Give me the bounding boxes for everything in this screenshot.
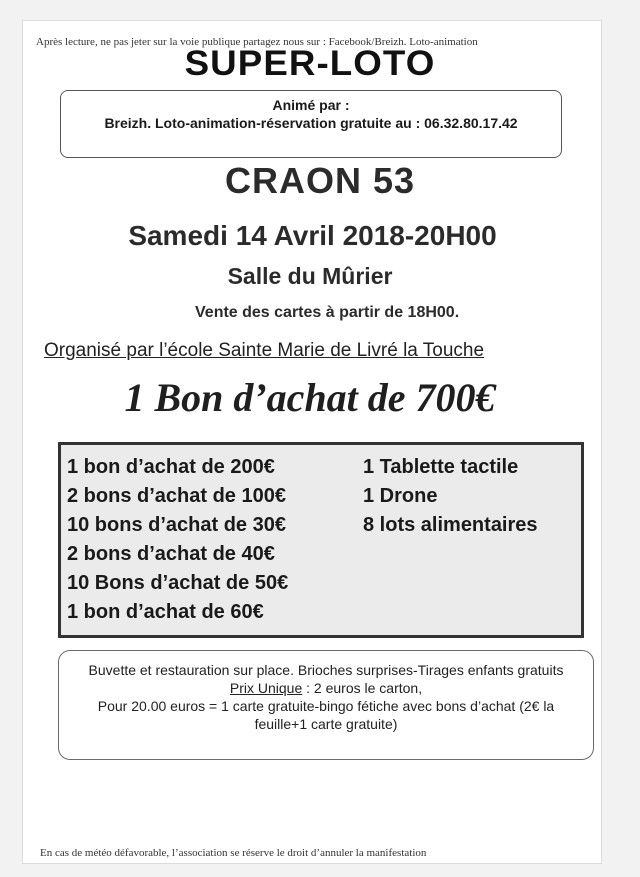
bottom-note: En cas de météo défavorable, l’association se réserve le droit d’annuler la manifestation: [40, 847, 427, 859]
organizer-line: Organisé par l’école Sainte Marie de Livré la Touche: [44, 340, 485, 361]
prize-item: 1 bon d’achat de 200€: [67, 456, 275, 478]
info-refreshments: Buvette et restauration sur place. Brioches surprises-Tirages enfants gratuits: [88, 662, 564, 678]
animation-contact: Breizh. Loto-animation-réservation gratuite au : 06.32.80.17.42: [104, 115, 518, 131]
info-box: [58, 650, 594, 760]
prize-item: 8 lots alimentaires: [363, 514, 538, 536]
animation-label: Animé par :: [272, 97, 350, 113]
event-date: Samedi 14 Avril 2018-20H00: [128, 220, 497, 251]
info-bingo-offer: Pour 20.00 euros = 1 carte gratuite-bingo fétiche avec bons d’achat (2€ la feuille+1 carte gratuite): [97, 698, 555, 732]
prizes-box: [58, 442, 584, 638]
event-venue: Salle du Mûrier: [227, 263, 393, 289]
top-note: Après lecture, ne pas jeter sur la voie publique partagez nous sur : Facebook/Breizh. Loto-animation: [36, 36, 478, 48]
card-sale-time: Vente des cartes à partir de 18H00.: [195, 304, 460, 321]
animation-box: [60, 90, 562, 158]
prize-item: 10 bons d’achat de 30€: [67, 514, 286, 536]
prize-item: 2 bons d’achat de 100€: [67, 485, 286, 507]
prize-item: 10 Bons d’achat de 50€: [67, 572, 289, 594]
info-price: [75, 679, 577, 697]
city-heading: CRAON 53: [224, 160, 416, 201]
prizes-left-column: [67, 453, 288, 627]
prizes-right-column: [363, 453, 538, 540]
page-title: SUPER-LOTO: [184, 44, 436, 83]
main-prize: 1 Bon d’achat de 700€: [124, 375, 496, 420]
prize-item: 1 Drone: [363, 485, 438, 507]
price-text: : 2 euros le carton,: [302, 680, 423, 696]
price-label: Prix Unique: [229, 680, 303, 696]
prize-item: 1 bon d’achat de 60€: [67, 601, 264, 623]
prize-item: 1 Tablette tactile: [363, 456, 519, 478]
prize-item: 2 bons d’achat de 40€: [67, 543, 275, 565]
